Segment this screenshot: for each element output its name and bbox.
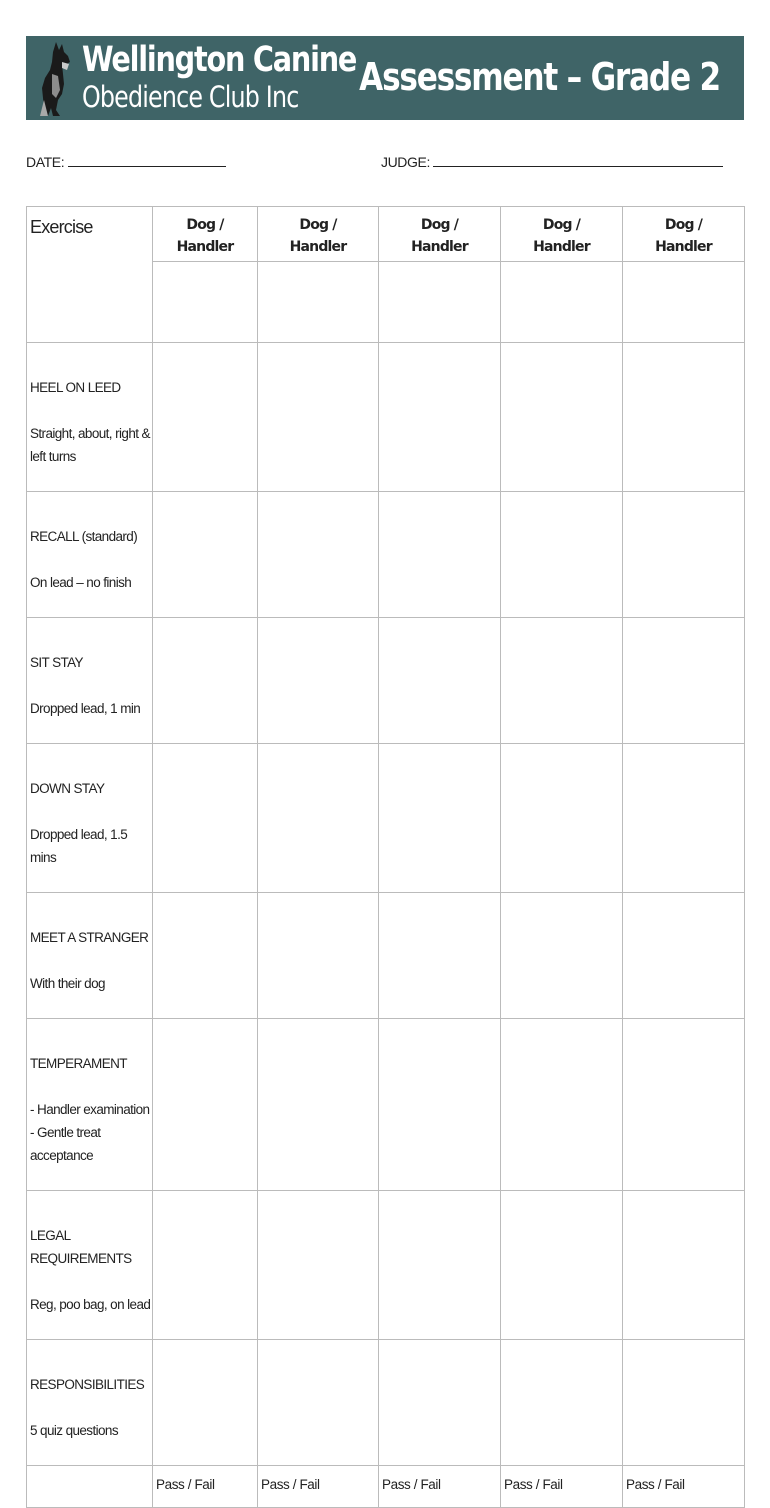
exercise-label — [27, 343, 153, 492]
dog-handler-header — [501, 207, 623, 262]
exercise-row — [27, 744, 745, 893]
date-label: DATE: — [26, 154, 65, 170]
exercise-title: HEEL ON LEED — [30, 380, 121, 395]
score-cell[interactable] — [501, 343, 623, 492]
pass-fail-label[interactable]: Pass / Fail — [623, 1466, 745, 1508]
dog-handler-header-line2: Handler — [655, 239, 712, 255]
score-cell[interactable] — [623, 1191, 745, 1340]
judge-input-line[interactable] — [433, 152, 723, 167]
exercise-label — [27, 893, 153, 1019]
score-cell[interactable] — [379, 618, 501, 744]
exercise-description: Dropped lead, 1.5 mins — [30, 827, 128, 865]
dog-handler-header-line2: Handler — [289, 239, 347, 255]
date-field — [26, 152, 226, 170]
dog-handler-header-line2: Handler — [176, 239, 234, 255]
exercise-title: MEET A STRANGER — [30, 930, 149, 945]
exercise-label — [27, 618, 153, 744]
exercise-title: RECALL (standard) — [30, 529, 138, 544]
dog-handler-header-line2: Handler — [533, 239, 590, 255]
exercise-title: SIT STAY — [30, 655, 83, 670]
score-cell[interactable] — [623, 744, 745, 893]
score-cell[interactable] — [153, 1340, 258, 1466]
score-cell[interactable] — [153, 1191, 258, 1340]
score-cell[interactable] — [623, 1019, 745, 1191]
exercise-title: RESPONSIBILITIES — [30, 1377, 145, 1392]
judge-label: JUDGE: — [381, 154, 430, 170]
table-header-row — [27, 207, 745, 262]
score-cell[interactable] — [379, 1340, 501, 1466]
score-cell[interactable] — [258, 744, 379, 893]
score-cell[interactable] — [501, 618, 623, 744]
dog-handler-header-line1: Dog / — [664, 217, 703, 233]
header-banner — [26, 36, 744, 120]
exercise-label — [27, 1191, 153, 1340]
score-cell[interactable] — [153, 744, 258, 893]
schnauzer-dog-logo-icon — [34, 38, 80, 118]
exercise-description: - Handler examination - Gentle treat acceptance — [30, 1102, 150, 1163]
score-cell[interactable] — [379, 492, 501, 618]
dog-handler-header-line1: Dog / — [420, 217, 459, 233]
score-cell[interactable] — [501, 744, 623, 893]
score-cell[interactable] — [379, 1191, 501, 1340]
handler-name-cell[interactable] — [153, 262, 258, 343]
dog-handler-header — [153, 207, 258, 262]
exercise-description: Reg, poo bag, on lead — [30, 1297, 151, 1312]
dog-handler-header-line1: Dog / — [542, 217, 581, 233]
score-cell[interactable] — [379, 343, 501, 492]
exercise-description: On lead – no finish — [30, 575, 132, 590]
exercise-title: TEMPERAMENT — [30, 1056, 127, 1071]
assessment-table — [26, 206, 745, 1508]
exercise-description: Straight, about, right & left turns — [30, 426, 150, 464]
exercise-description: Dropped lead, 1 min — [30, 701, 141, 716]
score-cell[interactable] — [153, 618, 258, 744]
pass-fail-blank-cell — [27, 1466, 153, 1508]
club-name-line1: Wellington Canine — [82, 40, 357, 80]
dog-handler-header-line1: Dog / — [186, 217, 224, 233]
score-cell[interactable] — [258, 893, 379, 1019]
dog-handler-header — [623, 207, 745, 262]
score-cell[interactable] — [258, 618, 379, 744]
exercise-title: LEGAL REQUIREMENTS — [30, 1228, 132, 1266]
score-cell[interactable] — [258, 492, 379, 618]
score-cell[interactable] — [153, 893, 258, 1019]
dog-handler-header-line1: Dog / — [299, 217, 337, 233]
pass-fail-label[interactable]: Pass / Fail — [258, 1466, 379, 1508]
handler-name-cell[interactable] — [379, 262, 501, 343]
exercise-row — [27, 343, 745, 492]
dog-handler-header-line2: Handler — [411, 239, 468, 255]
dog-handler-header — [379, 207, 501, 262]
score-cell[interactable] — [258, 1019, 379, 1191]
exercise-label — [27, 492, 153, 618]
exercise-label — [27, 1340, 153, 1466]
score-cell[interactable] — [501, 1191, 623, 1340]
score-cell[interactable] — [501, 1019, 623, 1191]
exercise-header: Exercise — [27, 207, 153, 343]
exercise-row — [27, 618, 745, 744]
score-cell[interactable] — [153, 492, 258, 618]
pass-fail-row — [27, 1466, 745, 1508]
score-cell[interactable] — [623, 893, 745, 1019]
handler-name-cell[interactable] — [501, 262, 623, 343]
exercise-label — [27, 1019, 153, 1191]
exercise-description: 5 quiz questions — [30, 1423, 118, 1438]
pass-fail-label[interactable]: Pass / Fail — [501, 1466, 623, 1508]
score-cell[interactable] — [258, 1191, 379, 1340]
score-cell[interactable] — [258, 343, 379, 492]
dog-handler-header — [258, 207, 379, 262]
score-cell[interactable] — [379, 1019, 501, 1191]
exercise-description: With their dog — [30, 976, 105, 991]
score-cell[interactable] — [623, 343, 745, 492]
pass-fail-label[interactable]: Pass / Fail — [379, 1466, 501, 1508]
date-input-line[interactable] — [68, 152, 226, 167]
exercise-row — [27, 492, 745, 618]
exercise-label — [27, 744, 153, 893]
score-cell[interactable] — [153, 1019, 258, 1191]
club-name-line2: Obedience Club Inc — [82, 80, 299, 114]
pass-fail-label[interactable]: Pass / Fail — [153, 1466, 258, 1508]
score-cell[interactable] — [501, 893, 623, 1019]
score-cell[interactable] — [153, 343, 258, 492]
score-cell[interactable] — [379, 744, 501, 893]
exercise-title: DOWN STAY — [30, 781, 105, 796]
score-cell[interactable] — [379, 893, 501, 1019]
judge-field — [381, 152, 723, 170]
score-cell[interactable] — [258, 1340, 379, 1466]
exercise-row — [27, 1019, 745, 1191]
exercise-row — [27, 1340, 745, 1466]
exercise-row — [27, 893, 745, 1019]
handler-name-cell[interactable] — [258, 262, 379, 343]
score-cell[interactable] — [623, 618, 745, 744]
exercise-row — [27, 1191, 745, 1340]
score-cell[interactable] — [623, 1340, 745, 1466]
score-cell[interactable] — [501, 492, 623, 618]
score-cell[interactable] — [623, 492, 745, 618]
score-cell[interactable] — [501, 1340, 623, 1466]
page-title: Assessment – Grade 2 — [359, 55, 720, 99]
club-name — [82, 40, 356, 114]
handler-name-cell[interactable] — [623, 262, 745, 343]
